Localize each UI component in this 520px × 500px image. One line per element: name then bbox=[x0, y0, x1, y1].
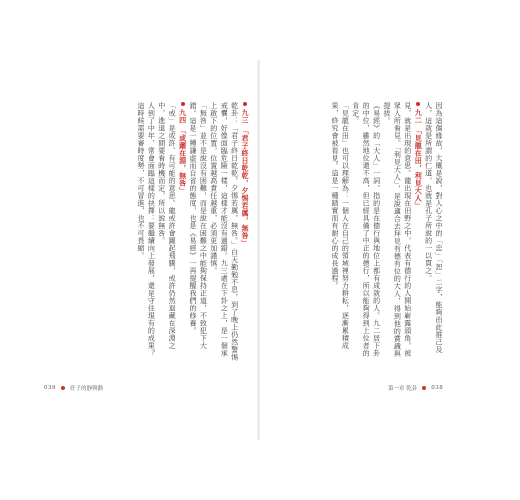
right-paragraph: 《易經》的「大人」一詞，指的是在德行與地位上都有成就的人。九二居下卦的中位，雖然地位還不高，但已經具備了中正的德行，所以能夠得到上位者的肯定。 bbox=[351, 102, 381, 357]
right-paragraph: 因為這個緣故，大概是說，對人心之中的「忠」「恕」二字，能夠由此推己及人，這就是所謂的仁道，也就是孔子所說的一以貫之。 bbox=[424, 102, 443, 354]
right-section-heading: 九二 「見龍在田，利見大人」 bbox=[413, 102, 423, 364]
left-page bbox=[0, 0, 258, 500]
left-paragraph: 「或」是或許、有可能的意思。龍或許會躍起飛騰，或許仍然退藏在深淵之中，進退之間要看時機而定，所以說無咎。 bbox=[157, 102, 177, 350]
running-title: 第一章 乾卦 bbox=[388, 386, 418, 392]
left-section-heading-1: 九三 「君子終日乾乾，夕惕若厲，無咎」 bbox=[240, 102, 250, 364]
footer-dot-icon bbox=[422, 386, 426, 390]
right-page-body bbox=[268, 102, 444, 364]
heading-bullet-icon bbox=[416, 102, 420, 106]
heading-bullet-icon bbox=[243, 102, 247, 106]
left-paragraph: 「無咎」並不是說沒有困難，而是說在困難之中能夠保持正道，不致犯下大錯。這是一種謙虛而自省的態度，也是《易經》一再提醒我們的修養。 bbox=[188, 102, 208, 350]
right-page bbox=[260, 0, 520, 500]
footer-dot-icon bbox=[61, 386, 65, 390]
left-page-body bbox=[78, 102, 250, 364]
right-paragraph: 「見龍在田」也可以理解為：一個人在自己的領域裡努力耕耘，逐漸累積成果，終究會被看見。這是一種踏實而有耐心的成長過程。 bbox=[330, 102, 350, 350]
heading-bullet-icon bbox=[181, 102, 185, 106]
left-page-footer bbox=[44, 384, 103, 392]
page-number: 038 bbox=[431, 385, 444, 391]
page-number: 039 bbox=[44, 385, 56, 391]
right-page-footer bbox=[388, 384, 443, 392]
running-title: 莊子的靜與動 bbox=[70, 386, 104, 392]
right-paragraph: 見，就是出現的意思。龍出現在田野之中，代表有德行的人開始嶄露頭角，被眾人所看見。「利見大人」，是說適合去拜見有德有位的大人，得到他的賞識與提拔。 bbox=[382, 102, 412, 358]
left-section-heading-2: 九四 「或躍在淵，無咎」 bbox=[177, 102, 187, 364]
left-paragraph: 人到了中年，常會面臨這樣的抉擇：要繼續向上發展，還是守住現有的成果？這時候需要審時度勢，不可冒進，也不可畏縮。 bbox=[136, 102, 156, 357]
left-paragraph: 乾卦：「君子終日乾乾，夕惕若厲，無咎。」白天勤勉不息，到了晚上仍然警惕戒懼，好像面臨危險一樣，這樣才能沒有過錯。九三處在下卦之上，是一個承上啟下的位置，位置越高責任越重，必須更加謹慎。 bbox=[209, 102, 239, 361]
